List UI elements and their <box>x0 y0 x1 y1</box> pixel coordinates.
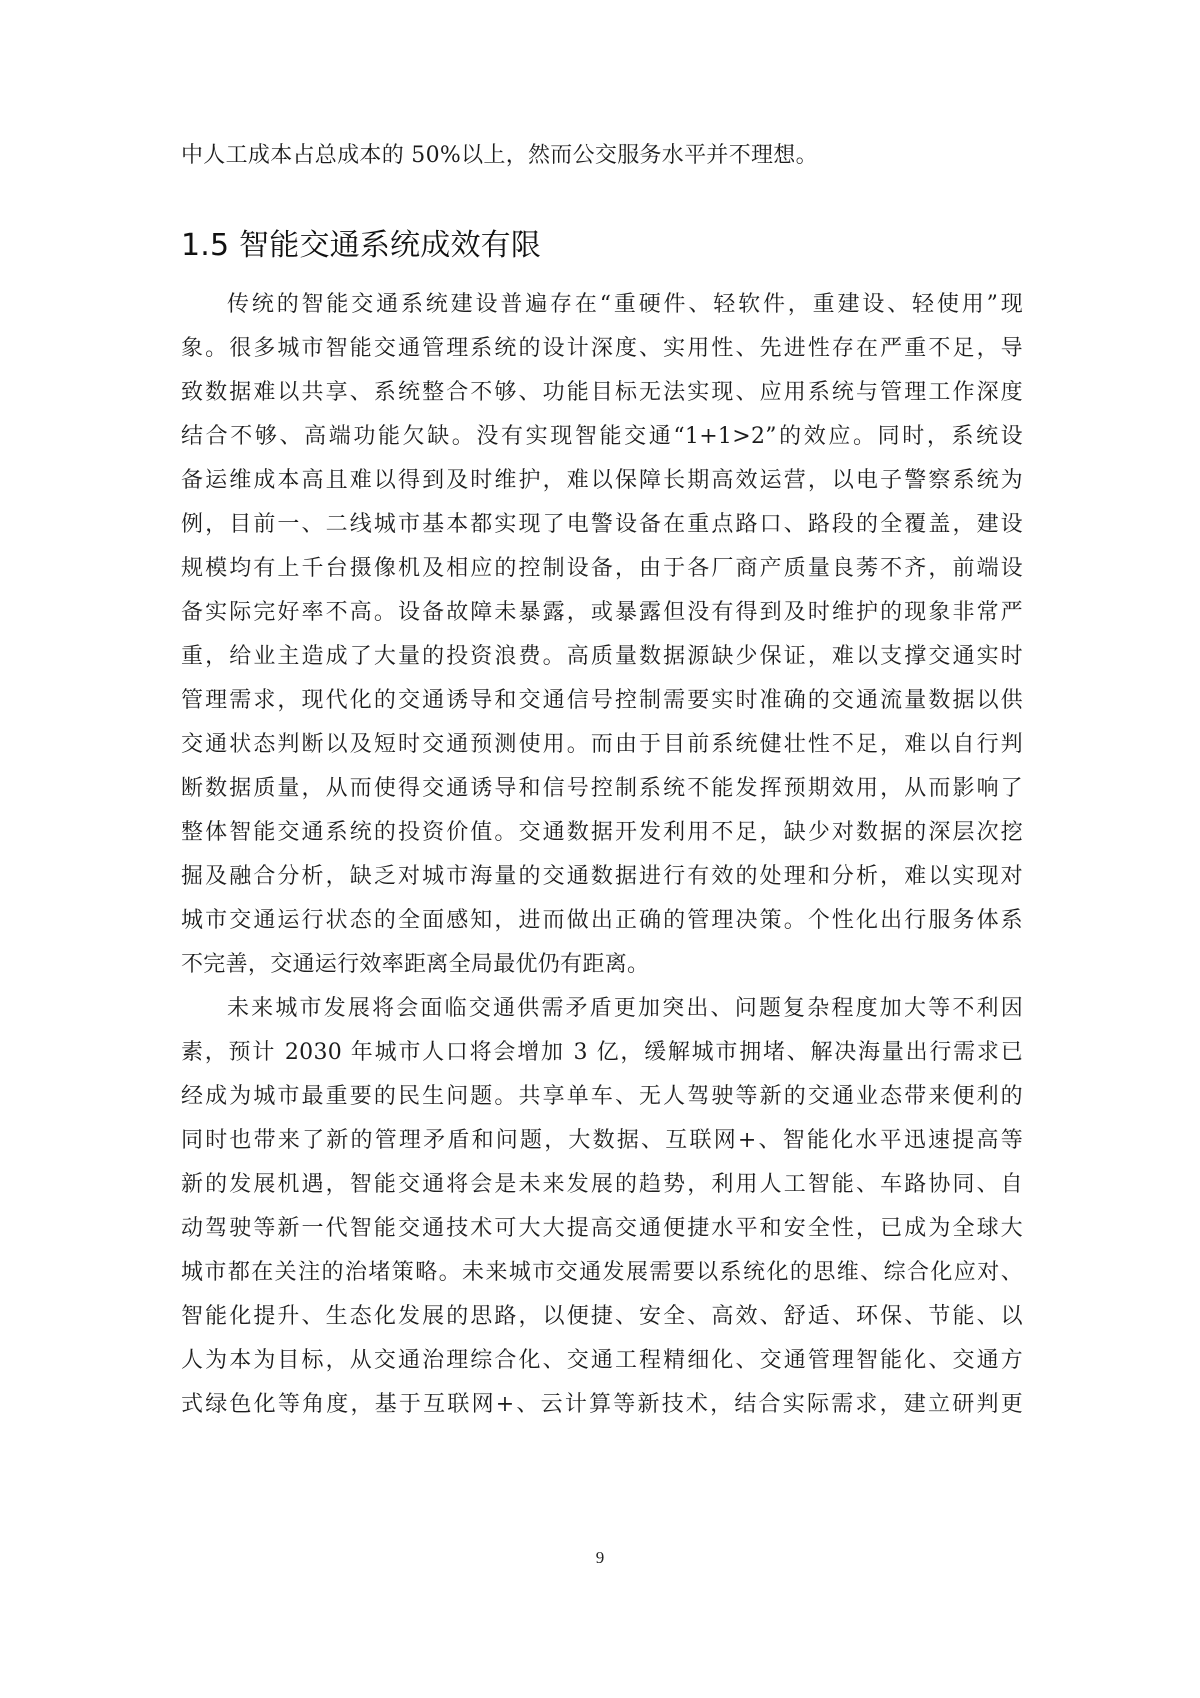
paragraph-line: 结合不够、高端功能欠缺。没有实现智能交通“1+1>2”的效应。同时，系统设 <box>181 424 1023 449</box>
paragraph-line: 智能化提升、生态化发展的思路，以便捷、安全、高效、舒适、环保、节能、以 <box>181 1304 1023 1329</box>
paragraph-line: 整体智能交通系统的投资价值。交通数据开发利用不足，缺少对数据的深层次挖 <box>181 820 1023 845</box>
paragraph-line: 城市都在关注的治堵策略。未来城市交通发展需要以系统化的思维、综合化应对、 <box>181 1260 1023 1285</box>
paragraph-line: 传统的智能交通系统建设普遍存在“重硬件、轻软件，重建设、轻使用”现 <box>227 292 1023 317</box>
paragraph-line: 人为本为目标，从交通治理综合化、交通工程精细化、交通管理智能化、交通方 <box>181 1348 1023 1373</box>
paragraph-line: 动驾驶等新一代智能交通技术可大大提高交通便捷水平和安全性，已成为全球大 <box>181 1216 1023 1241</box>
paragraph-line: 不完善，交通运行效率距离全局最优仍有距离。 <box>181 952 650 977</box>
paragraph-line: 同时也带来了新的管理矛盾和问题，大数据、互联网+、智能化水平迅速提高等 <box>181 1128 1023 1153</box>
intro-line: 中人工成本占总成本的 50%以上，然而公交服务水平并不理想。 <box>181 143 818 168</box>
paragraph-line: 新的发展机遇，智能交通将会是未来发展的趋势，利用人工智能、车路协同、自 <box>181 1172 1023 1197</box>
paragraph-line: 重，给业主造成了大量的投资浪费。高质量数据源缺少保证，难以支撑交通实时 <box>181 644 1023 669</box>
paragraph-line: 断数据质量，从而使得交通诱导和信号控制系统不能发挥预期效用，从而影响了 <box>181 776 1023 801</box>
paragraph-line: 管理需求，现代化的交通诱导和交通信号控制需要实时准确的交通流量数据以供 <box>181 688 1023 713</box>
paragraph-line: 未来城市发展将会面临交通供需矛盾更加突出、问题复杂程度加大等不利因 <box>227 996 1023 1021</box>
paragraph-line: 象。很多城市智能交通管理系统的设计深度、实用性、先进性存在严重不足，导 <box>181 336 1023 361</box>
paragraph-line: 城市交通运行状态的全面感知，进而做出正确的管理决策。个性化出行服务体系 <box>181 908 1023 933</box>
paragraph-line: 例，目前一、二线城市基本都实现了电警设备在重点路口、路段的全覆盖，建设 <box>181 512 1023 537</box>
paragraph-line: 交通状态判断以及短时交通预测使用。而由于目前系统健壮性不足，难以自行判 <box>181 732 1023 757</box>
paragraph-line: 素，预计 2030 年城市人口将会增加 3 亿，缓解城市拥堵、解决海量出行需求已 <box>181 1040 1023 1065</box>
paragraph-line: 备实际完好率不高。设备故障未暴露，或暴露但没有得到及时维护的现象非常严 <box>181 600 1023 625</box>
paragraph-line: 规模均有上千台摄像机及相应的控制设备，由于各厂商产质量良莠不齐，前端设 <box>181 556 1023 581</box>
section-heading: 1.5 智能交通系统成效有限 <box>181 228 542 263</box>
paragraph-line: 式绿色化等角度，基于互联网+、云计算等新技术，结合实际需求，建立研判更 <box>181 1392 1023 1417</box>
paragraph-line: 掘及融合分析，缺乏对城市海量的交通数据进行有效的处理和分析，难以实现对 <box>181 864 1023 889</box>
paragraph-line: 致数据难以共享、系统整合不够、功能目标无法实现、应用系统与管理工作深度 <box>181 380 1023 405</box>
paragraph-line: 经成为城市最重要的民生问题。共享单车、无人驾驶等新的交通业态带来便利的 <box>181 1084 1023 1109</box>
page-number: 9 <box>595 1548 605 1567</box>
paragraph-line: 备运维成本高且难以得到及时维护，难以保障长期高效运营，以电子警察系统为 <box>181 468 1023 493</box>
